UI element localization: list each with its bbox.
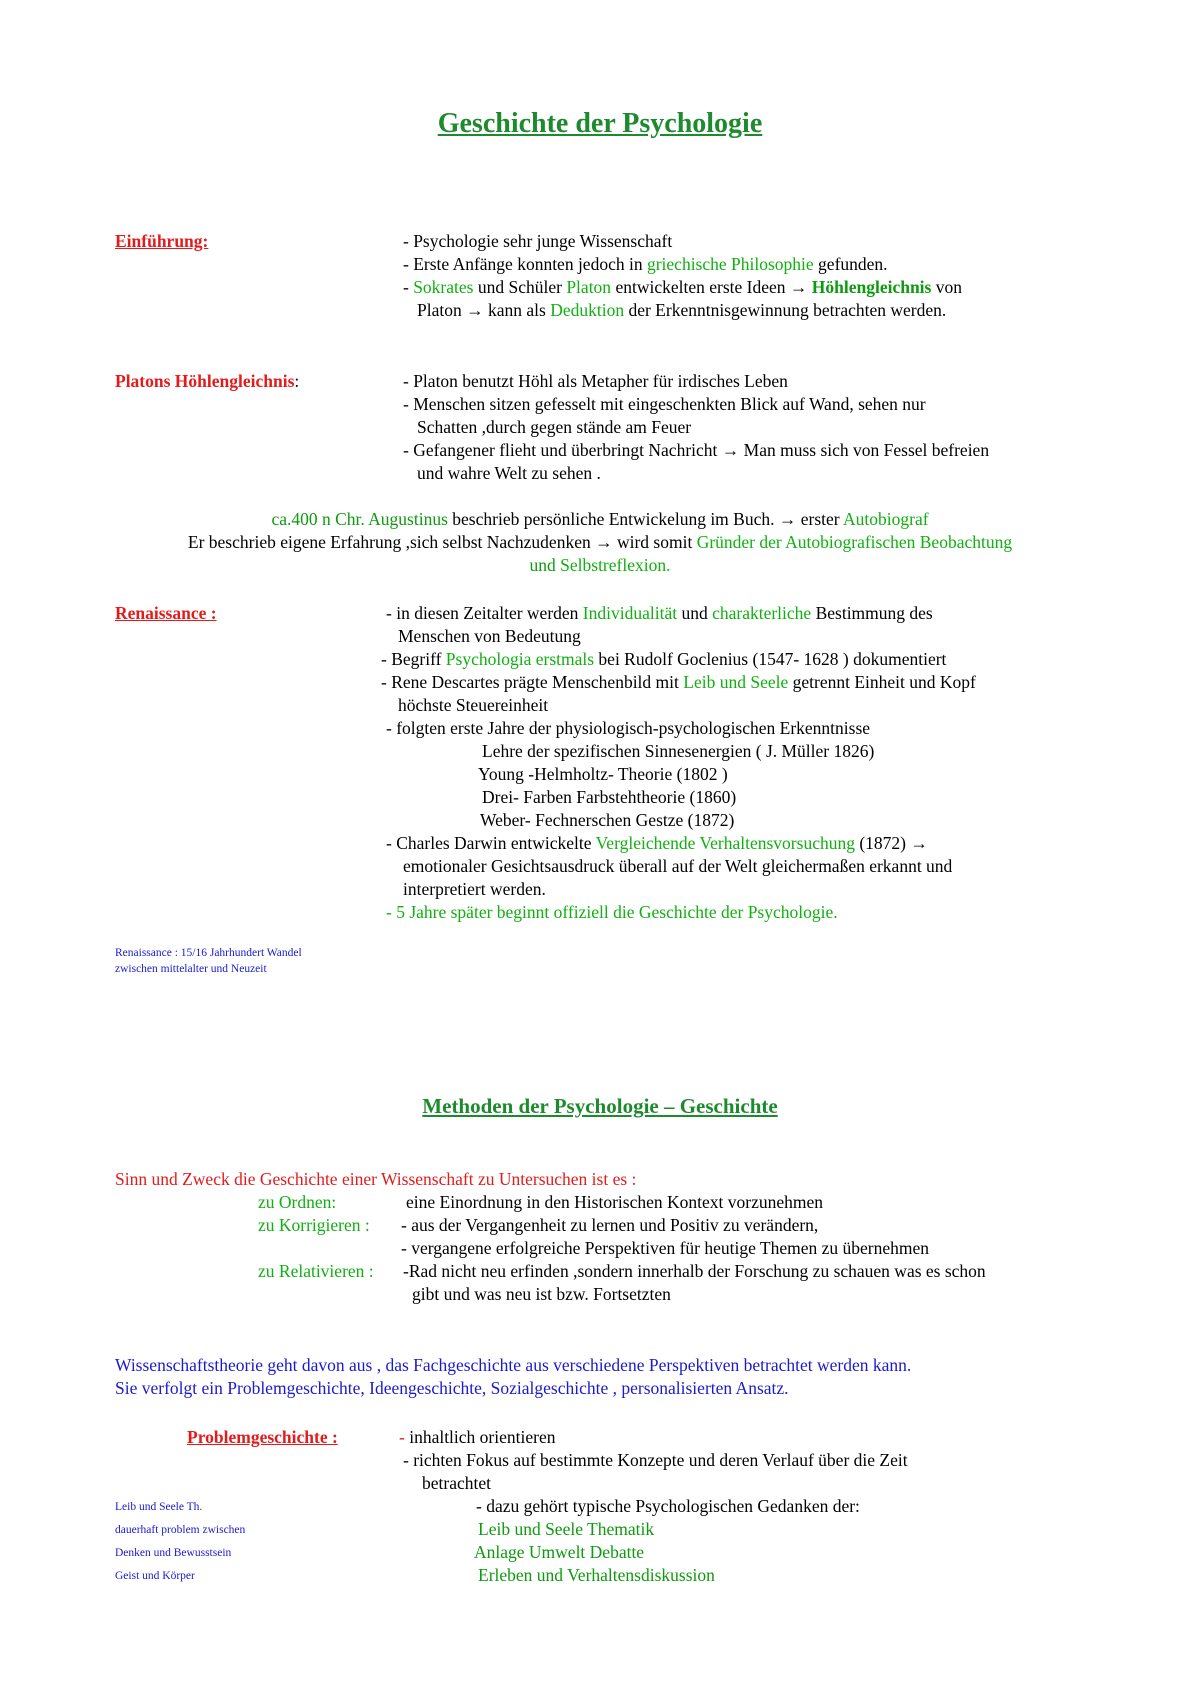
renaissance-line-9: Drei- Farben Farbstehtheorie (1860) (482, 787, 737, 807)
cave-line-5: und wahre Welt zu sehen . (417, 463, 601, 483)
augustinus-line-1: ca.400 n Chr. Augustinus beschrieb persönliche Entwickelung im Buch. → erster Autobiograf (271, 509, 929, 529)
problem-line-1: - inhaltlich orientieren (399, 1427, 556, 1447)
renaissance-margin-note: Renaissance : 15/16 Jahrhundert Wandel zwischen mittelalter und Neuzeit (115, 947, 302, 975)
methods-purpose: Sinn und Zweck die Geschichte einer Wissenschaft zu Untersuchen ist es : (115, 1169, 637, 1189)
relativieren-text-2: gibt und was neu ist bzw. Fortsetzten (412, 1284, 671, 1304)
renaissance-line-4: - Rene Descartes prägte Menschenbild mit Leib und Seele getrennt Einheit und Kopf (381, 672, 976, 692)
problem-line-2: - richten Fokus auf bestimmte Konzepte und deren Verlauf über die Zeit (403, 1450, 908, 1470)
problem-line-6: Anlage Umwelt Debatte (474, 1542, 645, 1562)
cave-line-1: - Platon benutzt Höhl als Metapher für irdisches Leben (403, 371, 788, 391)
problem-line-4: - dazu gehört typische Psychologischen Gedanken der: (476, 1496, 860, 1516)
renaissance-line-3: - Begriff Psychologia erstmals bei Rudolf Goclenius (1547- 1628 ) dokumentiert (381, 649, 947, 669)
intro-line-3: - Sokrates und Schüler Platon entwickelten erste Ideen → Höhlengleichnis von (403, 277, 962, 297)
renaissance-line-10: Weber- Fechnerschen Gestze (1872) (480, 810, 735, 830)
problem-line-5: Leib und Seele Thematik (478, 1519, 655, 1539)
renaissance-line-8: Young -Helmholtz- Theorie (1802 ) (478, 764, 728, 784)
renaissance-line-13: interpretiert werden. (403, 879, 546, 899)
renaissance-line-11: - Charles Darwin entwickelte Vergleichende Verhaltensvorsuchung (1872) → (386, 833, 928, 853)
renaissance-line-14: - 5 Jahre später beginnt offiziell die Geschichte der Psychologie. (386, 902, 838, 922)
augustinus-line-3: und Selbstreflexion. (529, 555, 671, 575)
renaissance-line-5: höchste Steuereinheit (398, 695, 549, 715)
intro-line-4: Platon → kann als Deduktion der Erkenntnisgewinnung betrachten werden. (417, 300, 947, 320)
cave-line-2: - Menschen sitzen gefesselt mit eingeschenkten Blick auf Wand, sehen nur (403, 394, 926, 414)
intro-heading: Einführung: (115, 231, 209, 251)
relativieren-label: zu Relativieren : (258, 1261, 374, 1281)
korrigieren-text-2: - vergangene erfolgreiche Perspektiven für heutige Themen zu übernehmen (401, 1238, 930, 1258)
cave-line-4: - Gefangener flieht und überbringt Nachricht → Man muss sich von Fessel befreien (403, 440, 990, 460)
problem-note-2: dauerhaft problem zwischen (115, 1524, 246, 1536)
relativieren-text-1: -Rad nicht neu erfinden ,sondern innerhalb der Forschung zu schauen was es schon (403, 1261, 986, 1281)
intro-line-2: - Erste Anfänge konnten jedoch in griechische Philosophie gefunden. (403, 254, 888, 274)
problem-note-1: Leib und Seele Th. (115, 1501, 203, 1513)
renaissance-line-7: Lehre der spezifischen Sinnesenergien ( J. Müller 1826) (482, 741, 875, 761)
theory-line-2: Sie verfolgt ein Problemgeschichte, Ideengeschichte, Sozialgeschichte , personalisierten Ansatz. (115, 1378, 789, 1398)
renaissance-line-12: emotionaler Gesichtsausdruck überall auf der Welt gleichermaßen erkannt und (403, 856, 953, 876)
problem-note-3: Denken und Bewusstsein (115, 1547, 232, 1559)
renaissance-line-2: Menschen von Bedeutung (398, 626, 581, 646)
korrigieren-text-1: - aus der Vergangenheit zu lernen und Positiv zu verändern, (401, 1215, 819, 1235)
problem-line-7: Erleben und Verhaltensdiskussion (478, 1565, 715, 1585)
theory-line-1: Wissenschaftstheorie geht davon aus , das Fachgeschichte aus verschiedene Perspektiven betrachtet werden kann. (115, 1355, 912, 1375)
intro-line-1: - Psychologie sehr junge Wissenschaft (403, 231, 673, 251)
cave-line-3: Schatten ,durch gegen stände am Feuer (417, 417, 692, 437)
renaissance-line-1: - in diesen Zeitalter werden Individualität und charakterliche Bestimmung des (386, 603, 933, 623)
cave-heading: Platons Höhlengleichnis: (115, 371, 300, 391)
renaissance-line-6: - folgten erste Jahre der physiologisch-psychologischen Erkenntnisse (386, 718, 871, 738)
problem-note-4: Geist und Körper (115, 1570, 195, 1582)
ordnen-label: zu Ordnen: (258, 1192, 337, 1212)
methods-title: Methoden der Psychologie – Geschichte (422, 1094, 778, 1118)
page-title: Geschichte der Psychologie (437, 108, 763, 139)
problem-line-3: betrachtet (422, 1473, 491, 1493)
renaissance-heading: Renaissance : (115, 603, 217, 623)
problem-heading: Problemgeschichte : (187, 1427, 338, 1447)
ordnen-text: eine Einordnung in den Historischen Kontext vorzunehmen (406, 1192, 823, 1212)
augustinus-line-2: Er beschrieb eigene Erfahrung ,sich selbst Nachzudenken → wird somit Gründer der Autobiografischen Beobachtung (187, 532, 1013, 552)
korrigieren-label: zu Korrigieren : (258, 1215, 370, 1235)
